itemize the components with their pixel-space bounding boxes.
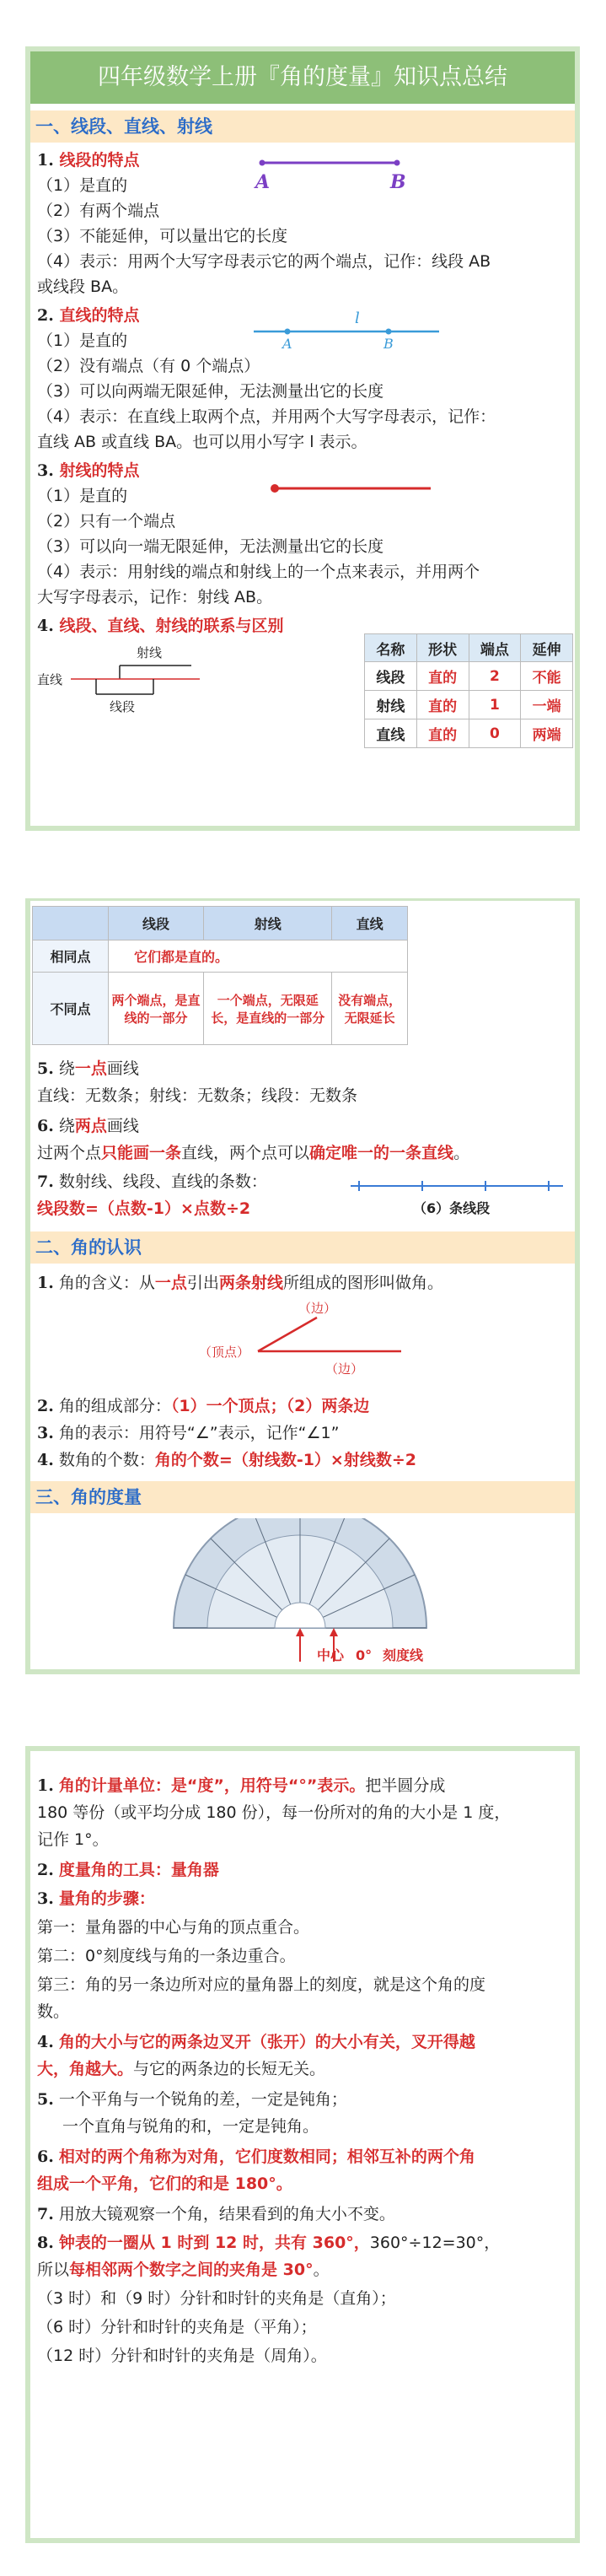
label-center: 中心 xyxy=(317,1647,345,1663)
col-endpoints: 端点 xyxy=(469,634,521,662)
p3-line-2: 180 等份（或平均分成 180 份），每一份所对的角的大小是 1 度， xyxy=(37,1803,511,1822)
ray-heading: 3. 射线的特点 xyxy=(37,461,140,480)
diff-segment: 两个端点，是直线的一部分 xyxy=(109,973,204,1045)
same-label: 相同点 xyxy=(33,940,109,973)
relation-label-line: 直线 xyxy=(37,672,63,687)
row-name: 直线 xyxy=(365,719,417,748)
row-name: 射线 xyxy=(365,691,417,719)
table-row xyxy=(365,719,573,748)
segment-endpoint-a xyxy=(260,160,265,166)
row-extend: 不能 xyxy=(521,662,573,691)
segment-endpoint-b xyxy=(394,160,400,166)
angle-label-edge1: （边） xyxy=(298,1301,337,1316)
row-endpoints: 2 xyxy=(469,662,521,691)
item-7-heading: 7. 数射线、线段、直线的条数： xyxy=(37,1172,267,1191)
label-scale: 刻度线 xyxy=(383,1647,424,1663)
label-zero: 0° xyxy=(356,1647,373,1663)
p3-item-2: 2. 度量角的工具：量角器 xyxy=(37,1861,219,1879)
line-heading: 2. 直线的特点 xyxy=(37,306,140,325)
section-heading-lines: 一、线段、直线、射线 xyxy=(30,110,575,143)
segment-label-b: B xyxy=(390,171,406,193)
segment-point-1: （1）是直的 xyxy=(37,176,128,195)
relation-figure xyxy=(35,642,204,718)
p3-step-3b: 数。 xyxy=(37,2002,70,2021)
p3-item-8b: 所以每相邻两个数字之间的夹角是 30°。 xyxy=(37,2261,330,2279)
table-row xyxy=(33,973,408,1045)
same-text: 它们都是直的。 xyxy=(109,940,408,973)
diff-line: 没有端点，无限延长 xyxy=(332,973,408,1045)
col-segment: 线段 xyxy=(109,907,204,940)
relation-label-ray: 射线 xyxy=(137,645,163,660)
arrow-zero-head xyxy=(330,1628,338,1636)
row-extend: 一端 xyxy=(521,691,573,719)
p3-item-5b: 一个直角与锐角的和，一定是钝角。 xyxy=(62,2117,319,2136)
col-extend: 延伸 xyxy=(521,634,573,662)
item-6-heading: 6. 绕两点画线 xyxy=(37,1117,139,1135)
p3-item-4b: 大，角越大。与它的两条边的长短无关。 xyxy=(37,2060,326,2078)
col-shape: 形状 xyxy=(416,634,469,662)
relation-label-seg: 线段 xyxy=(110,699,136,714)
p3-clock-6: （6 时）分针和时针的夹角是（平角）； xyxy=(37,2318,317,2336)
table-row xyxy=(365,662,573,691)
ray-endpoint xyxy=(271,484,279,493)
col-ray: 射线 xyxy=(204,907,332,940)
row-endpoints: 1 xyxy=(469,691,521,719)
table-row xyxy=(365,691,573,719)
ray-point-1: （1）是直的 xyxy=(37,487,128,505)
p3-item-6: 6. 相对的两个角称为对角，它们度数相同；相邻互补的两个角 xyxy=(37,2148,475,2166)
segment-point-4b: 或线段 BA。 xyxy=(37,278,129,296)
p3-step-1: 第一：量角器的中心与角的顶点重合。 xyxy=(37,1918,310,1937)
segment-label-a: A xyxy=(255,171,271,193)
p3-item-5: 5. 一个平角与一个锐角的差，一定是钝角； xyxy=(37,2090,347,2109)
count-label: （6）条线段 xyxy=(413,1200,491,1216)
p3-clock-12: （12 时）分针和时针的夹角是（周角）。 xyxy=(37,2347,327,2365)
line-label-b: B xyxy=(383,336,394,352)
angle-notation: 3. 角的表示：用符号“∠”表示，记作“∠1” xyxy=(37,1424,340,1442)
col-name: 名称 xyxy=(365,634,417,662)
diff-label: 不同点 xyxy=(33,973,109,1045)
row-endpoints: 0 xyxy=(469,719,521,748)
segment-heading: 1. 线段的特点 xyxy=(37,151,140,170)
p3-item-3: 3. 量角的步骤： xyxy=(37,1889,155,1908)
ray-point-4a: （4）表示：用射线的端点和射线上的一个点来表示，并用两个 xyxy=(37,563,480,581)
angle-definition: 1. 角的含义：从一点引出两条射线所组成的图形叫做角。 xyxy=(37,1274,443,1292)
p3-clock-3-9: （3 时）和（9 时）分针和时针的夹角是（直角）； xyxy=(37,2289,396,2308)
segment-point-3: （3）不能延伸，可以量出它的长度 xyxy=(37,227,288,245)
line-figure xyxy=(245,304,448,364)
item-6-body: 过两个点只能画一条直线，两个点可以确定唯一的一条直线。 xyxy=(37,1144,470,1162)
line-point-4a: （4）表示：在直线上取两个点，并用两个大写字母表示，记作： xyxy=(37,407,496,426)
p3-item-1: 1. 角的计量单位：是“度”，用符号“°”表示。把半圆分成 xyxy=(37,1776,446,1795)
p3-line-3: 记作 1°。 xyxy=(37,1830,109,1849)
col-line: 直线 xyxy=(332,907,408,940)
page-2 xyxy=(25,898,580,1674)
difference-table xyxy=(32,906,408,1045)
item-5-body: 直线：无数条；射线：无数条；线段：无数条 xyxy=(37,1086,358,1105)
line-point-b xyxy=(386,329,392,335)
relation-heading: 4. 线段、直线、射线的联系与区别 xyxy=(37,617,284,635)
line-point-a xyxy=(285,329,291,335)
segment-point-2: （2）有两个端点 xyxy=(37,202,160,220)
page-1 xyxy=(25,46,580,831)
segment-count-formula: 线段数=（点数-1）×点数÷2 xyxy=(37,1199,251,1218)
diff-ray: 一个端点，无限延长，是直线的一部分 xyxy=(204,973,332,1045)
angle-edge-upper xyxy=(258,1318,317,1351)
segment-point-4a: （4）表示：用两个大写字母表示它的两个端点，记作：线段 AB xyxy=(37,252,491,271)
p3-step-2: 第二：0°刻度线与角的一条边重合。 xyxy=(37,1947,296,1965)
p3-item-6b: 组成一个平角，它们的和是 180°。 xyxy=(37,2175,292,2193)
section-heading-measure: 三、角的度量 xyxy=(30,1481,575,1513)
p3-item-7: 7. 用放大镜观察一个角，结果看到的角大小不变。 xyxy=(37,2205,395,2223)
section-heading-angle: 二、角的认识 xyxy=(30,1231,575,1264)
p3-item-8: 8. 钟表的一圈从 1 时到 12 时，共有 360°，360°÷12=30°， xyxy=(37,2234,501,2252)
ray-point-2: （2）只有一个端点 xyxy=(37,512,176,531)
segment-count-figure xyxy=(342,1176,570,1223)
ray-point-4b: 大写字母表示，记作：射线 AB。 xyxy=(37,588,273,606)
angle-label-edge2: （边） xyxy=(325,1361,364,1377)
table-row xyxy=(33,940,408,973)
row-name: 线段 xyxy=(365,662,417,691)
line-label-l: l xyxy=(355,310,360,327)
ray-figure xyxy=(266,478,435,498)
row-shape: 直的 xyxy=(416,719,469,748)
line-label-a: A xyxy=(282,336,292,352)
row-extend: 两端 xyxy=(521,719,573,748)
angle-parts: 2. 角的组成部分：（1）一个顶点；（2）两条边 xyxy=(37,1397,370,1415)
angle-label-vertex: （顶点） xyxy=(199,1345,250,1360)
segment-figure xyxy=(245,149,414,193)
page-3 xyxy=(25,1746,580,2543)
item-5-heading: 5. 绕一点画线 xyxy=(37,1059,139,1078)
p3-item-4: 4. 角的大小与它的两条边叉开（张开）的大小有关，叉开得越 xyxy=(37,2033,475,2051)
angle-figure xyxy=(199,1299,418,1383)
line-point-3: （3）可以向两端无限延伸，无法测量出它的长度 xyxy=(37,382,384,401)
ray-point-3: （3）可以向一端无限延伸，无法测量出它的长度 xyxy=(37,537,384,556)
line-point-4b: 直线 AB 或直线 BA。也可以用小写字 l 表示。 xyxy=(37,433,367,451)
line-point-2: （2）没有端点（有 0 个端点） xyxy=(37,357,260,375)
p3-step-3a: 第三：角的另一条边所对应的量角器上的刻度，就是这个角的度 xyxy=(37,1975,486,1994)
angle-count: 4. 数角的个数：角的个数=（射线数-1）×射线数÷2 xyxy=(37,1451,416,1469)
page-title: 四年级数学上册『角的度量』知识点总结 xyxy=(30,51,575,104)
corner-cell xyxy=(33,907,109,940)
arrow-center-head xyxy=(296,1628,304,1636)
row-shape: 直的 xyxy=(416,691,469,719)
row-shape: 直的 xyxy=(416,662,469,691)
comparison-table xyxy=(364,633,573,748)
line-point-1: （1）是直的 xyxy=(37,331,128,350)
